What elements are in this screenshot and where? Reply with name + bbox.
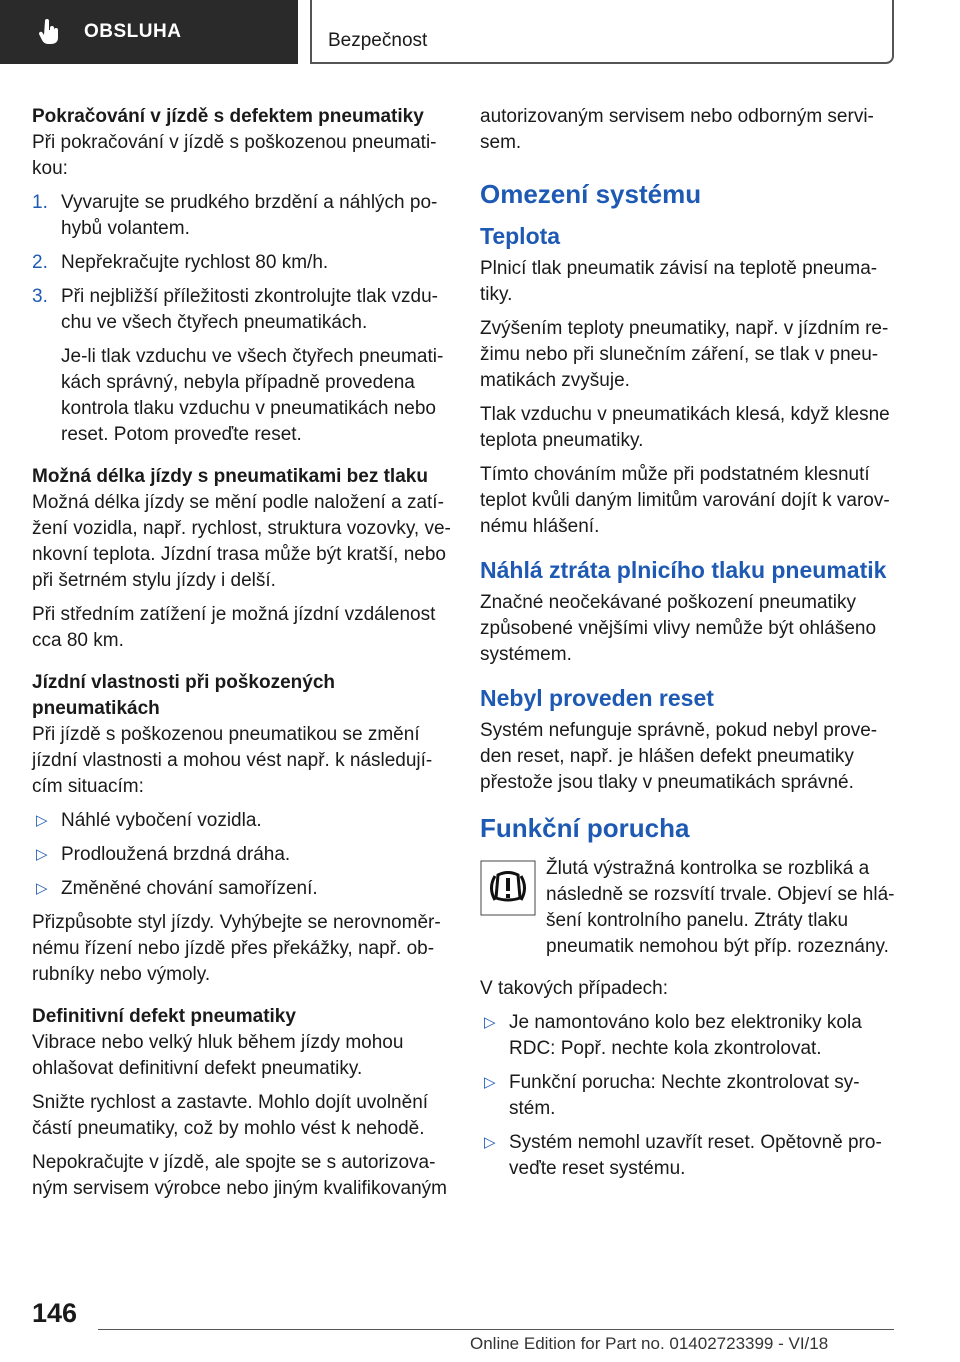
- triangle-bullet-icon: ▷: [484, 1134, 496, 1151]
- tire-pressure-warning-icon: [480, 860, 536, 916]
- subheading: Pokračování v jízdě s defektem pneumatiky: [32, 106, 424, 127]
- step-text: Vyvarujte se prudkého brzdění a náhlých po-hybů volantem.: [61, 192, 438, 239]
- right-column: [480, 104, 896, 1190]
- triangle-bullet-icon: ▷: [36, 812, 48, 829]
- subheading: Jízdní vlastnosti při poškozených pneumatikách: [32, 672, 336, 719]
- chapter-label: Bezpečnost: [328, 30, 428, 51]
- chapter-header: [310, 0, 894, 64]
- step-note: Je-li tlak vzduchu ve všech čtyřech pneumati-kách správný, nebyla případně provedena kontrola tlaku vzduchu v pneumatikách nebo reset. Potom proveďte reset.: [61, 346, 444, 445]
- paragraph: Přizpůsobte styl jízdy. Vyhýbejte se nerovnoměr-nému řízení nebo jízdě přes překážky, např. ob-rubníky nebo výmoly.: [32, 912, 441, 985]
- paragraph: Tlak vzduchu v pneumatikách klesá, když klesne teplota pneumatiky.: [480, 404, 890, 451]
- bullet-list: [32, 808, 452, 902]
- warning-block: [480, 856, 896, 960]
- hand-pointer-icon: [38, 19, 62, 45]
- left-column: [32, 104, 452, 1210]
- step-text: Nepřekračujte rychlost 80 km/h.: [61, 252, 329, 273]
- paragraph: Značné neočekávané poškození pneumatiky způsobené vnějšími vlivy nemůže být ohlášeno systémem.: [480, 592, 877, 665]
- paragraph: Při pokračování v jízdě s poškozenou pneumati-kou:: [32, 132, 437, 179]
- bullet-text: Je namontováno kolo bez elektroniky kola RDC: Popř. nechte kola zkontrolovat.: [509, 1012, 862, 1059]
- step-number: 2.: [32, 252, 48, 273]
- list-item: [32, 808, 452, 834]
- list-item: [32, 284, 452, 336]
- step-number: 3.: [32, 286, 48, 307]
- triangle-bullet-icon: ▷: [484, 1074, 496, 1091]
- bullet-list: [480, 1010, 896, 1182]
- subheading: Možná délka jízdy s pneumatikami bez tlaku: [32, 466, 428, 487]
- paragraph: autorizovaným servisem nebo odborným servi-sem.: [480, 106, 874, 153]
- paragraph: Tímto chováním může při podstatném klesnutí teplot kvůli daným limitům varování dojít k varov-nému hlášení.: [480, 464, 890, 537]
- triangle-bullet-icon: ▷: [36, 880, 48, 897]
- list-item: [32, 250, 452, 276]
- paragraph: Plnicí tlak pneumatik závisí na teplotě pneuma-tiky.: [480, 258, 878, 305]
- paragraph: Žlutá výstražná kontrolka se rozbliká a následně se rozsvítí trvale. Objeví se hlá-šení kontrolního panelu. Ztráty tlaku pneumatik nemohou být příp. rozeznány.: [546, 858, 895, 957]
- list-item: [32, 842, 452, 868]
- bullet-text: Systém nemohl uzavřít reset. Opětovně pro-veďte reset systému.: [509, 1132, 882, 1179]
- page-number: 146: [32, 1298, 78, 1328]
- list-item: [480, 1070, 896, 1122]
- list-item: [32, 876, 452, 902]
- list-item: [32, 190, 452, 242]
- step-text: Při nejbližší příležitosti zkontrolujte tlak vzdu-chu ve všech čtyřech pneumatikách.: [61, 286, 438, 333]
- paragraph: V takových případech:: [480, 978, 668, 999]
- paragraph: Vibrace nebo velký hluk během jízdy mohou ohlašovat definitivní defekt pneumatiky.: [32, 1032, 404, 1079]
- footer-divider: [98, 1329, 894, 1330]
- step-number: 1.: [32, 192, 48, 213]
- section-heading: Funkční porucha: [480, 813, 690, 843]
- paragraph: Systém nefunguje správně, pokud nebyl prove-den reset, např. je hlášen defekt pneumatiky přestože jsou tlaky v pneumatikách správné.: [480, 720, 878, 793]
- triangle-bullet-icon: ▷: [36, 846, 48, 863]
- paragraph: Při středním zatížení je možná jízdní vzdálenost cca 80 km.: [32, 604, 436, 651]
- triangle-bullet-icon: ▷: [484, 1014, 496, 1031]
- paragraph: Při jízdě s poškozenou pneumatikou se změní jízdní vlastnosti a mohou vést např. k následují-cím situacím:: [32, 724, 433, 797]
- paragraph: Nepokračujte v jízdě, ale spojte se s autorizova-ným servisem výrobce nebo jiným kvalifikovaným: [32, 1152, 447, 1199]
- paragraph: Možná délka jízdy se mění podle naložení a zatí-žení vozidla, např. rychlost, struktura vozovky, ve-nkovní teplota. Jízdní trasa může být kratší, nebo při šetrném stylu jízdy i delší.: [32, 492, 451, 591]
- paragraph: Snižte rychlost a zastavte. Mohlo dojít uvolnění částí pneumatiky, což by mohlo vést k nehodě.: [32, 1092, 429, 1139]
- section-tab: [0, 0, 298, 64]
- topic-heading: Náhlá ztráta plnicího tlaku pneumatik: [480, 557, 887, 583]
- bullet-text: Prodloužená brzdná dráha.: [61, 844, 291, 865]
- bullet-text: Změněné chování samořízení.: [61, 878, 318, 899]
- topic-heading: Teplota: [480, 223, 561, 249]
- list-item: [480, 1010, 896, 1062]
- subheading: Definitivní defekt pneumatiky: [32, 1006, 296, 1027]
- paragraph: Zvýšením teploty pneumatiky, např. v jízdním re-žimu nebo při slunečním záření, se tlak v pneu-matikách zvyšuje.: [480, 318, 889, 391]
- edition-note: Online Edition for Part no. 01402723399 - VI/18: [470, 1334, 829, 1353]
- list-item: [480, 1130, 896, 1182]
- section-label: OBSLUHA: [84, 21, 182, 42]
- topic-heading: Nebyl proveden reset: [480, 685, 714, 711]
- bullet-text: Náhlé vybočení vozidla.: [61, 810, 262, 831]
- steps-list: [32, 190, 452, 336]
- section-heading: Omezení systému: [480, 179, 702, 209]
- bullet-text: Funkční porucha: Nechte zkontrolovat sy-stém.: [509, 1072, 860, 1119]
